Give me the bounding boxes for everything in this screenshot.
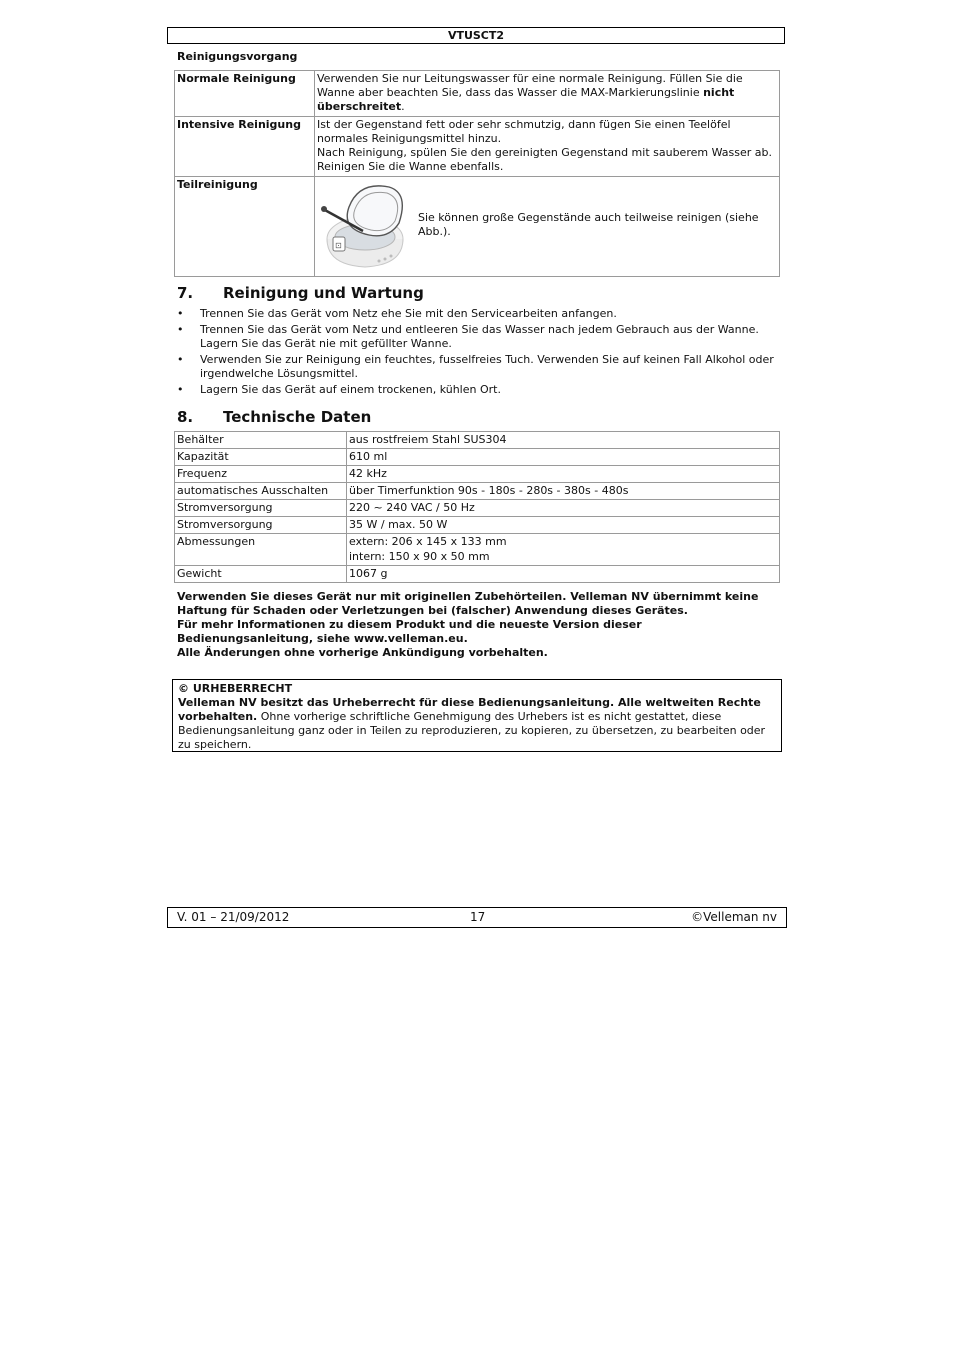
section-8-heading [177, 408, 371, 426]
list-item-text: Lagern Sie das Gerät auf einem trockenen, kühlen Ort. [200, 383, 501, 396]
spec-key: Behälter [175, 432, 347, 449]
table-row [175, 534, 780, 566]
row-label: Intensive Reinigung [175, 117, 315, 177]
table-row [175, 71, 780, 117]
intensive-text-2: Nach Reinigung, spülen Sie den gereinigten Gegenstand mit sauberem Wasser ab. Reinigen Sie die Wanne ebenfalls. [317, 146, 772, 173]
table-row [175, 517, 780, 534]
bullet-icon: • [177, 323, 184, 336]
list-item-text: Trennen Sie das Gerät vom Netz und entleeren Sie das Wasser nach jedem Gebrauch aus der Wanne. Lagern Sie das Gerät nie mit gefüllter Wanne. [200, 323, 759, 350]
row-text [315, 117, 780, 177]
spec-key: Frequenz [175, 466, 347, 483]
table-row [175, 177, 780, 277]
section-title: Technische Daten [223, 408, 372, 426]
spec-key: Abmessungen [175, 534, 347, 566]
usage-notice [177, 590, 777, 660]
spec-value: 42 kHz [347, 466, 780, 483]
row-label: Teilreinigung [175, 177, 315, 277]
spec-value [347, 534, 780, 566]
cleaning-heading: Reinigungsvorgang [177, 50, 298, 63]
table-row [175, 117, 780, 177]
spec-value-line: intern: 150 x 90 x 50 mm [349, 550, 490, 563]
svg-text:⊡: ⊡ [335, 241, 342, 250]
table-row [175, 466, 780, 483]
maintenance-list [177, 307, 782, 399]
normal-cleaning-end: . [401, 100, 405, 113]
notice-line: Für mehr Informationen zu diesem Produkt und die neueste Version dieser Bedienungsanleitung, siehe www.velleman.eu. [177, 618, 642, 645]
intensive-text-1: Ist der Gegenstand fett oder sehr schmutzig, dann fügen Sie einen Teelöfel normales Reinigungsmittel hinzu. [317, 118, 731, 145]
spec-value: aus rostfreiem Stahl SUS304 [347, 432, 780, 449]
spec-key: Stromversorgung [175, 517, 347, 534]
cleaning-table [174, 70, 780, 277]
spec-value: 1067 g [347, 566, 780, 583]
list-item [177, 307, 782, 321]
normal-cleaning-emphasis: nicht überschreitet [317, 86, 735, 113]
ultrasonic-cleaner-illustration [319, 179, 405, 275]
copyright-box [172, 679, 782, 752]
table-row [175, 566, 780, 583]
footer-page-number: 17 [470, 910, 486, 924]
spec-key: automatisches Ausschalten [175, 483, 347, 500]
row-text [315, 177, 780, 277]
copyright-title: © URHEBERRECHT [178, 682, 293, 695]
copyright-text [178, 696, 776, 752]
spec-key: Kapazität [175, 449, 347, 466]
page-footer [167, 907, 787, 928]
table-row [175, 432, 780, 449]
spec-key: Stromversorgung [175, 500, 347, 517]
row-label: Normale Reinigung [175, 71, 315, 117]
list-item [177, 323, 782, 351]
spec-value: 35 W / max. 50 W [347, 517, 780, 534]
footer-version: V. 01 – 21/09/2012 [177, 910, 290, 924]
spec-value: 220 ~ 240 VAC / 50 Hz [347, 500, 780, 517]
table-row [175, 449, 780, 466]
spec-value-line: extern: 206 x 145 x 133 mm [349, 535, 507, 548]
section-title: Reinigung und Wartung [223, 284, 424, 302]
list-item [177, 353, 782, 381]
table-row [175, 483, 780, 500]
table-row [175, 500, 780, 517]
normal-cleaning-text: Verwenden Sie nur Leitungswasser für eine normale Reinigung. Füllen Sie die Wanne aber beachten Sie, dass das Wasser die MAX-Markierungslinie [317, 72, 743, 99]
bullet-icon: • [177, 307, 184, 320]
row-text [315, 71, 780, 117]
spec-key: Gewicht [175, 566, 347, 583]
specs-table [174, 431, 780, 583]
copyright-bold-text: Velleman NV besitzt das Urheberrecht für diese Bedienungsanleitung. Alle weltweiten Rechte vorbehalten. [178, 696, 761, 723]
bullet-icon: • [177, 353, 184, 366]
section-number: 8. [177, 408, 194, 426]
copyright-body-text: Ohne vorherige schriftliche Genehmigung des Urhebers ist es nicht gestattet, diese Bedienungsanleitung ganz oder in Teilen zu reproduzieren, zu kopieren, zu übersetzen, zu bearbeiten oder zu speichern. [178, 710, 766, 751]
spec-value: 610 ml [347, 449, 780, 466]
notice-line: Verwenden Sie dieses Gerät nur mit originellen Zubehörteilen. Velleman NV übernimmt keine Haftung für Schaden oder Verletzungen bei (falscher) Anwendung dieses Gerätes. [177, 590, 759, 617]
notice-line: Alle Änderungen ohne vorherige Ankündigung vorbehalten. [177, 646, 548, 659]
partial-cleaning-text: Sie können große Gegenstände auch teilweise reinigen (siehe Abb.). [418, 211, 759, 238]
spec-value: über Timerfunktion 90s - 180s - 280s - 380s - 480s [347, 483, 780, 500]
list-item-text: Trennen Sie das Gerät vom Netz ehe Sie mit den Servicearbeiten anfangen. [200, 307, 617, 320]
section-7-heading [177, 284, 424, 302]
list-item [177, 383, 782, 397]
page-header-model: VTUSCT2 [167, 27, 785, 44]
section-number: 7. [177, 284, 194, 302]
list-item-text: Verwenden Sie zur Reinigung ein feuchtes, fusselfreies Tuch. Verwenden Sie auf keinen Fall Alkohol oder irgendwelche Lösungsmittel. [200, 353, 774, 380]
bullet-icon: • [177, 383, 184, 396]
footer-brand: ©Velleman nv [691, 910, 777, 924]
